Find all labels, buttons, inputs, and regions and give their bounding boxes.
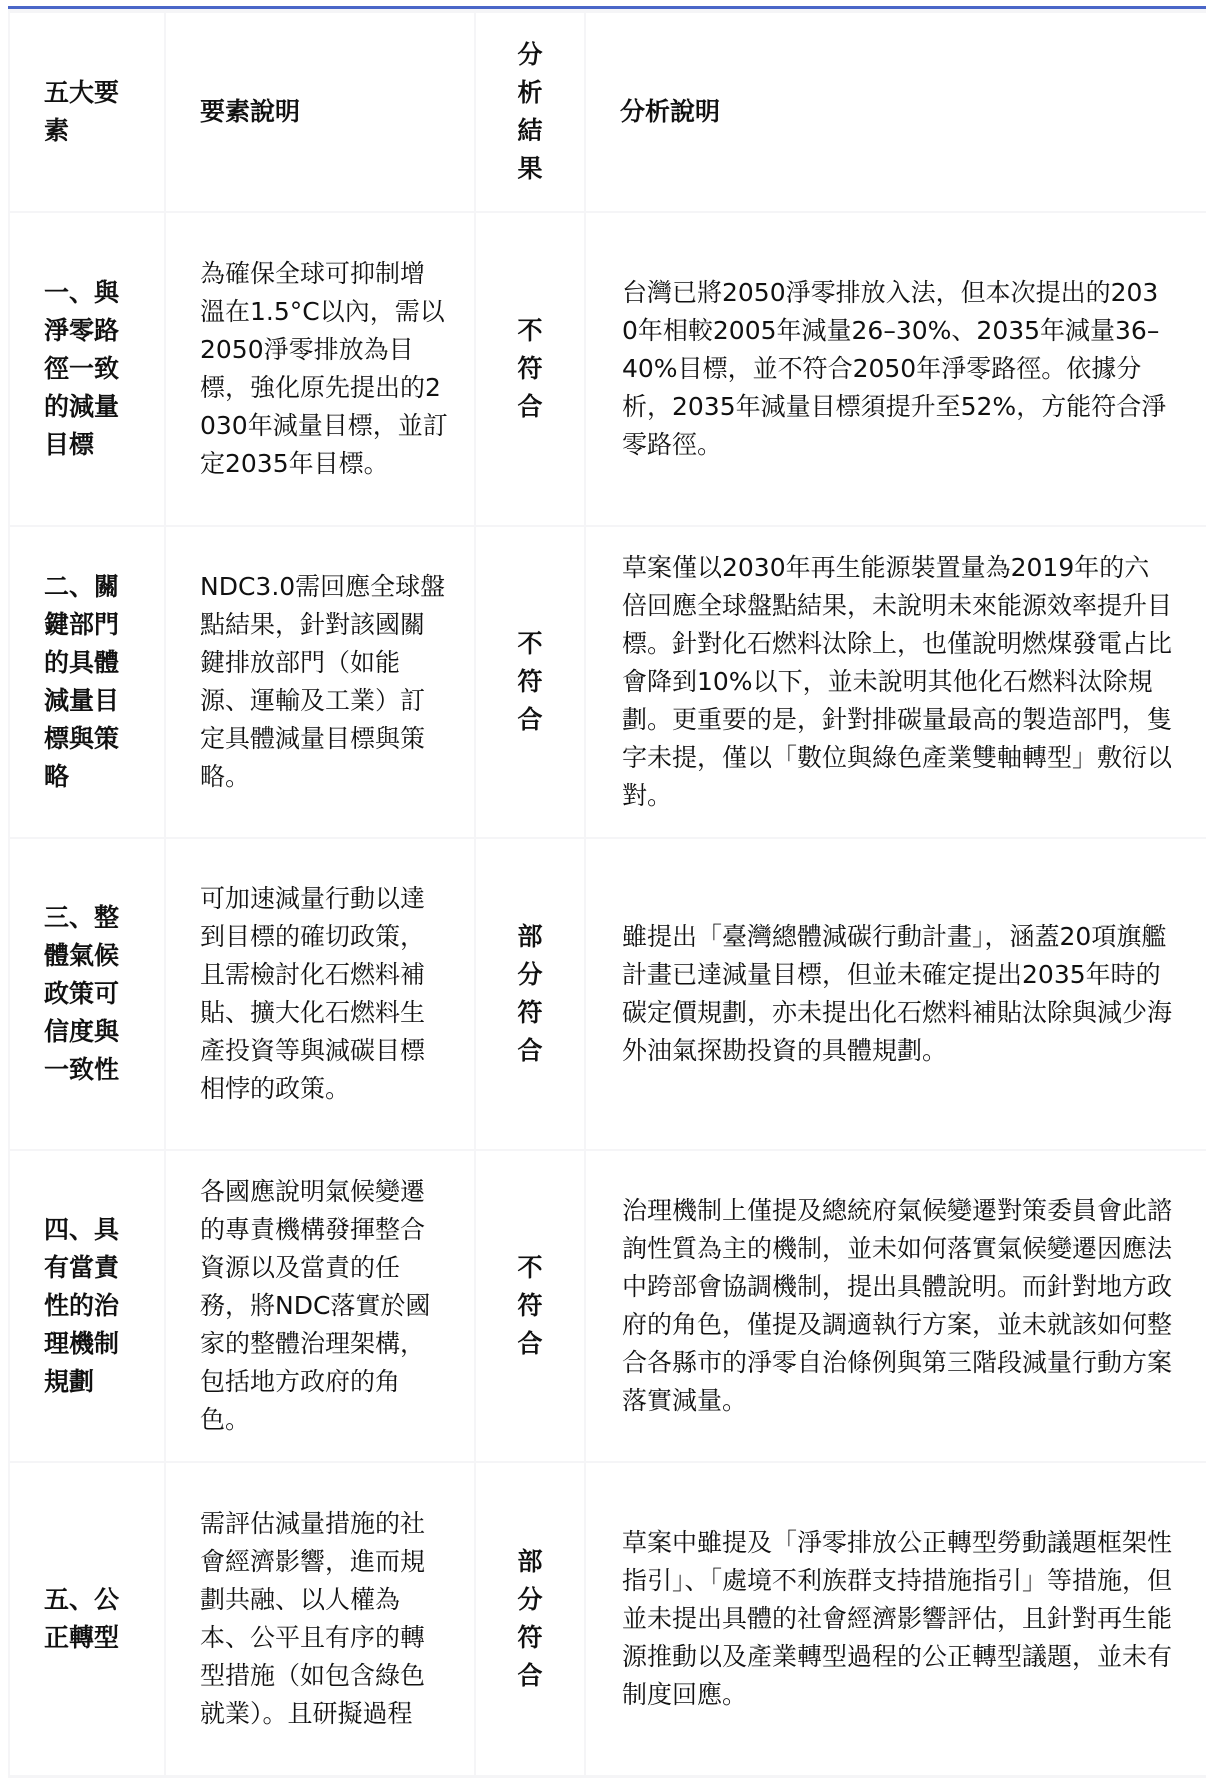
- result-char: 分: [517, 960, 543, 989]
- result-char: 分: [517, 40, 543, 69]
- analysis-cell: 草案中雖提及「淨零排放公正轉型勞動議題框架性指引」、「處境不利族群支持措施指引」等措施，但並未提出具體的社會經濟影響評估，且針對再生能源推動以及產業轉型過程的公正轉型議題，並未有制度回應。: [586, 1463, 1206, 1775]
- result-vertical-text: [476, 625, 584, 739]
- result-char: 不: [517, 316, 543, 345]
- result-char: 不: [517, 1253, 543, 1282]
- header-result-vertical: [476, 36, 584, 188]
- description-cell: 為確保全球可抑制增溫在1.5°C以內，需以2050淨零排放為目標，強化原先提出的2030年減量目標，並訂定2035年目標。: [166, 213, 474, 525]
- result-char: 符: [517, 998, 543, 1027]
- result-char: 果: [517, 154, 543, 183]
- result-char: 合: [517, 1036, 543, 1065]
- table-row: [10, 839, 1206, 1149]
- result-char: 合: [517, 1661, 543, 1690]
- result-cell: [476, 1151, 584, 1461]
- result-char: 分: [517, 1585, 543, 1614]
- result-vertical-text: [476, 1543, 584, 1695]
- analysis-cell: 治理機制上僅提及總統府氣候變遷對策委員會此諮詢性質為主的機制，並未如何落實氣候變遷因應法中跨部會協調機制，提出具體說明。而針對地方政府的角色，僅提及調適執行方案，並未就該如何整合各縣市的淨零自治條例與第三階段減量行動方案落實減量。: [586, 1151, 1206, 1461]
- result-char: 析: [517, 78, 543, 107]
- ndc-assessment-table: [8, 11, 1208, 1777]
- result-char: 符: [517, 667, 543, 696]
- analysis-cell: 台灣已將2050淨零排放入法，但本次提出的2030年相較2005年減量26–30%、2035年減量36–40%目標，並不符合2050年淨零路徑。依據分析，2035年減量目標須提升至52%，方能符合淨零路徑。: [586, 213, 1206, 525]
- table-frame: [8, 6, 1206, 1778]
- table-row: [10, 213, 1206, 525]
- table-row: [10, 1463, 1206, 1775]
- result-char: 符: [517, 1623, 543, 1652]
- result-vertical-text: [476, 1249, 584, 1363]
- element-cell: 五、公正轉型: [10, 1463, 164, 1775]
- element-cell: 一、與淨零路徑一致的減量目標: [10, 213, 164, 525]
- element-cell: 三、整體氣候政策可信度與一致性: [10, 839, 164, 1149]
- result-char: 不: [517, 629, 543, 658]
- header-result: [476, 13, 584, 211]
- result-cell: [476, 1463, 584, 1775]
- header-analysis: 分析說明: [586, 13, 1206, 211]
- table-header-row: [10, 13, 1206, 211]
- element-cell: 四、具有當責性的治理機制規劃: [10, 1151, 164, 1461]
- result-char: 符: [517, 1291, 543, 1320]
- result-char: 部: [517, 1547, 543, 1576]
- result-char: 結: [517, 116, 543, 145]
- result-cell: [476, 527, 584, 837]
- result-cell: [476, 839, 584, 1149]
- table-row: [10, 1151, 1206, 1461]
- result-char: 合: [517, 705, 543, 734]
- header-element-description: 要素說明: [166, 13, 474, 211]
- result-vertical-text: [476, 312, 584, 426]
- result-cell: [476, 213, 584, 525]
- analysis-cell: 雖提出「臺灣總體減碳行動計畫」，涵蓋20項旗艦計畫已達減量目標，但並未確定提出2035年時的碳定價規劃，亦未提出化石燃料補貼汰除與減少海外油氣探勘投資的具體規劃。: [586, 839, 1206, 1149]
- header-elements: 五大要素: [10, 13, 164, 211]
- result-char: 符: [517, 354, 543, 383]
- analysis-cell: 草案僅以2030年再生能源裝置量為2019年的六倍回應全球盤點結果，未說明未來能源效率提升目標。針對化石燃料汰除上，也僅說明燃煤發電占比會降到10%以下，並未說明其他化石燃料汰除規劃。更重要的是，針對排碳量最高的製造部門，隻字未提，僅以「數位與綠色產業雙軸轉型」敷衍以對。: [586, 527, 1206, 837]
- description-cell: NDC3.0需回應全球盤點結果，針對該國關鍵排放部門（如能源、運輸及工業）訂定具體減量目標與策略。: [166, 527, 474, 837]
- table-row: [10, 527, 1206, 837]
- description-cell: 需評估減量措施的社會經濟影響，進而規劃共融、以人權為本、公平且有序的轉型措施（如包含綠色就業）。且研擬過程: [166, 1463, 474, 1775]
- result-vertical-text: [476, 918, 584, 1070]
- result-char: 合: [517, 1329, 543, 1358]
- description-cell: 可加速減量行動以達到目標的確切政策，且需檢討化石燃料補貼、擴大化石燃料生產投資等與減碳目標相悖的政策。: [166, 839, 474, 1149]
- element-cell: 二、關鍵部門的具體減量目標與策略: [10, 527, 164, 837]
- description-cell: 各國應說明氣候變遷的專責機構發揮整合資源以及當責的任務，將NDC落實於國家的整體治理架構，包括地方政府的角色。: [166, 1151, 474, 1461]
- result-char: 合: [517, 392, 543, 421]
- result-char: 部: [517, 922, 543, 951]
